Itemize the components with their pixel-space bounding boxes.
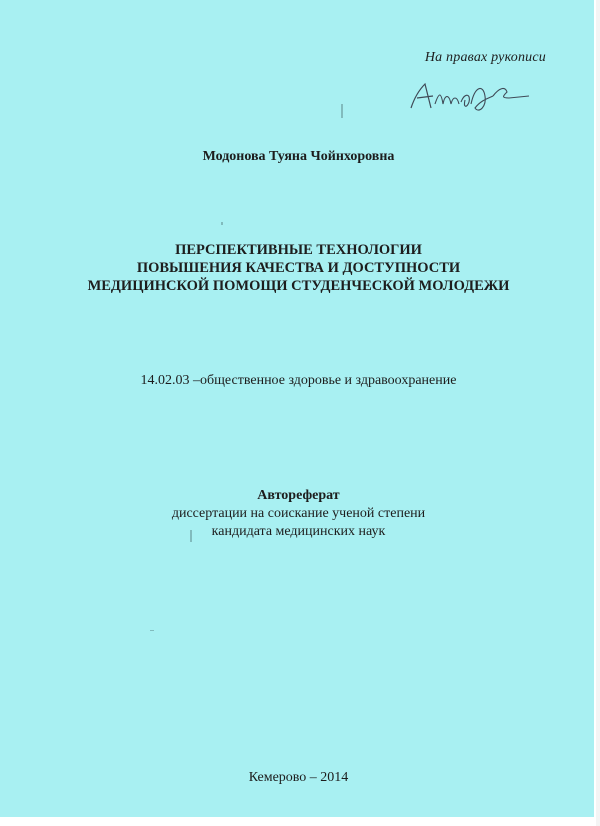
author-name: Модонова Туяна Чойнхоровна bbox=[202, 149, 395, 164]
rights-note: На правах рукописи bbox=[424, 50, 546, 65]
scan-bottom-border bbox=[0, 817, 600, 826]
scan-speck bbox=[190, 530, 192, 542]
scan-right-border bbox=[596, 0, 600, 826]
scan-speck bbox=[341, 104, 343, 118]
abstract-block bbox=[0, 487, 597, 541]
title-line: ПЕРСПЕКТИВНЫЕ ТЕХНОЛОГИИ bbox=[175, 242, 422, 258]
dissertation-title bbox=[0, 241, 597, 295]
title-line: ПОВЫШЕНИЯ КАЧЕСТВА И ДОСТУПНОСТИ bbox=[136, 260, 461, 276]
scan-speck bbox=[221, 222, 223, 225]
abstract-line: диссертации на соискание ученой степени bbox=[171, 506, 426, 521]
city-year: Кемерово – 2014 bbox=[248, 770, 349, 785]
specialty-code: 14.02.03 –общественное здоровье и здравоохранение bbox=[140, 373, 457, 388]
abstract-line: кандидата медицинских наук bbox=[211, 524, 386, 539]
abstract-heading: Автореферат bbox=[257, 488, 340, 503]
scan-speck bbox=[150, 630, 154, 631]
title-line: МЕДИЦИНСКОЙ ПОМОЩИ СТУДЕНЧЕСКОЙ МОЛОДЕЖИ bbox=[87, 278, 510, 294]
handwritten-signature bbox=[405, 78, 535, 118]
